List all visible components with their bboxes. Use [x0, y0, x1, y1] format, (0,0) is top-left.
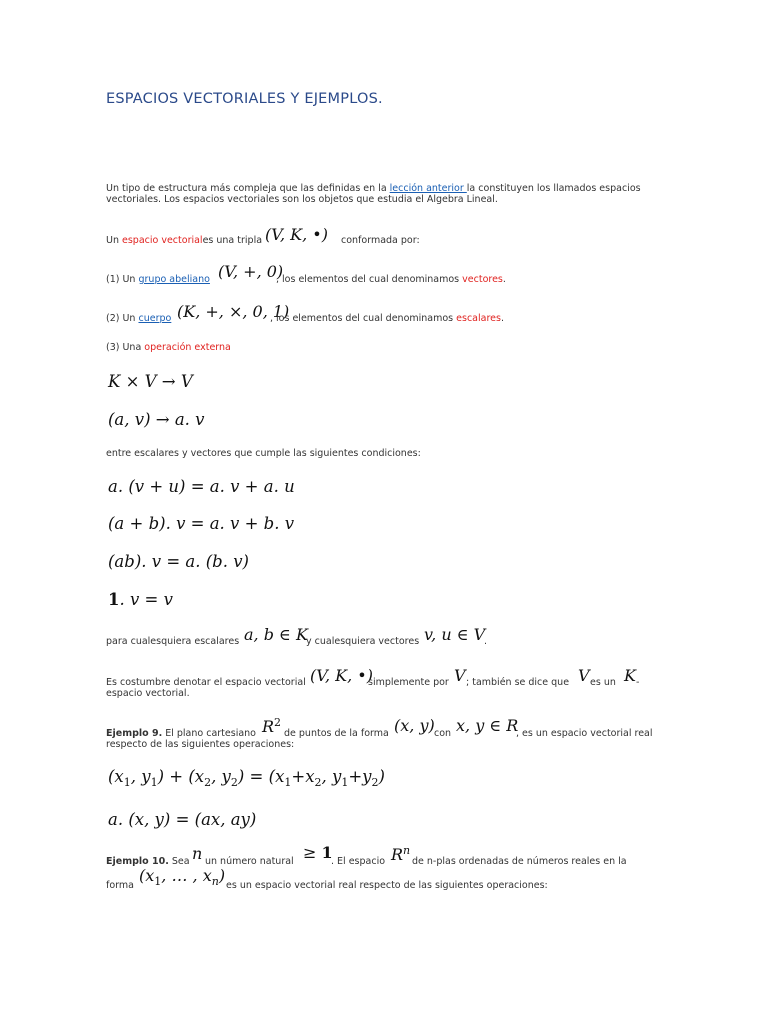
- item-2-text: , los elementos del cual denominamos escalares.: [270, 313, 504, 324]
- cuerpo-formula: (K, +, ×, 0, 1): [177, 302, 290, 321]
- condition-4: 1. v = v: [108, 590, 173, 609]
- espacio-vectorial-term: espacio vectorial: [122, 235, 203, 246]
- escalares-term: escalares: [456, 313, 501, 324]
- costumbre-formula-3: V: [578, 666, 590, 685]
- cuerpo-link[interactable]: cuerpo: [138, 313, 172, 324]
- item-3: (3) Una operación externa: [106, 342, 231, 353]
- ejemplo-9-label: Ejemplo 9.: [106, 728, 163, 739]
- intro-line-1: Un tipo de estructura más compleja que las definidas en la lección anterior la constituyen los llamados espacios: [106, 183, 641, 194]
- costumbre-text-4: es un: [590, 677, 616, 688]
- ejemplo-9-text-3: con: [434, 728, 452, 739]
- ejemplo-9-line: Ejemplo 9. El plano cartesiano: [106, 728, 256, 739]
- costumbre-text-5: -: [636, 677, 640, 688]
- scalar-product-formula: a. (x, y) = (ax, ay): [108, 810, 257, 829]
- para-text-1: para cualesquiera escalares: [106, 636, 240, 647]
- ejemplo-10-text-5: es un espacio vectorial real respecto de las siguientes operaciones:: [226, 880, 548, 891]
- para-text-3: .: [484, 636, 488, 647]
- condition-2: (a + b). v = a. v + b. v: [108, 514, 295, 533]
- xy-formula: (x, y): [394, 716, 435, 735]
- costumbre-formula-4: K: [624, 666, 636, 685]
- item-1-prefix: (1) Un grupo abeliano: [106, 274, 210, 285]
- operation-domain-formula: K × V → V: [108, 372, 193, 391]
- grupo-abeliano-link[interactable]: grupo abeliano: [138, 274, 210, 285]
- ejemplo-10-text-3: . El espacio: [331, 856, 386, 867]
- forma-text: forma: [106, 880, 134, 891]
- operation-map-formula: (a, v) → a. v: [108, 410, 205, 429]
- ejemplo-10-label: Ejemplo 10.: [106, 856, 169, 867]
- triple-formula: (V, K, •): [265, 225, 328, 244]
- para-formula-1: a, b ∈ K: [244, 625, 308, 644]
- definition-line: Un espacio vectoriales una tripla: [106, 235, 263, 246]
- item-1-text: , los elementos del cual denominamos vectores.: [276, 274, 506, 285]
- intro-line-2: vectoriales. Los espacios vectoriales son los objetos que estudia el Algebra Lineal.: [106, 194, 498, 205]
- conditions-text: entre escalares y vectores que cumple las siguientes condiciones:: [106, 448, 421, 459]
- ejemplo-9-text-2: de puntos de la forma: [284, 728, 389, 739]
- grupo-formula: (V, +, 0): [218, 262, 284, 281]
- vectores-term: vectores: [462, 274, 503, 285]
- operacion-externa-term: operación externa: [144, 342, 231, 353]
- costumbre-line-2: espacio vectorial.: [106, 688, 190, 699]
- costumbre-formula-1: (V, K, •): [310, 666, 373, 685]
- ejemplo-9-line-2: respecto de las siguientes operaciones:: [106, 739, 295, 750]
- costumbre-text-2: simplemente por: [368, 677, 449, 688]
- rn-formula: $R^n$: [391, 844, 411, 864]
- geq-one-formula: ≥ 1: [303, 843, 333, 862]
- leccion-anterior-link[interactable]: lección anterior: [389, 183, 467, 194]
- costumbre-formula-2: V: [454, 666, 466, 685]
- ejemplo-10-text-2: un número natural: [205, 856, 294, 867]
- r2-formula: $R^2$: [262, 716, 282, 736]
- ejemplo-10-line: Ejemplo 10. Sea: [106, 856, 190, 867]
- item-2-prefix: (2) Un cuerpo: [106, 313, 172, 324]
- xy-in-r-formula: x, y ∈ R: [456, 716, 519, 735]
- ejemplo-9-text-4: , es un espacio vectorial real: [516, 728, 653, 739]
- conformada-text: conformada por:: [341, 235, 420, 246]
- costumbre-text-3: ; también se dice que: [466, 677, 570, 688]
- costumbre-text-1: Es costumbre denotar el espacio vectorial: [106, 677, 306, 688]
- condition-1: a. (v + u) = a. v + a. u: [108, 477, 295, 496]
- n-tuple-formula: ($x_1$, … , $x_n$): [139, 866, 226, 888]
- para-text-2: y cualesquiera vectores: [306, 636, 420, 647]
- condition-3: (ab). v = a. (b. v): [108, 552, 249, 571]
- para-formula-2: v, u ∈ V: [424, 625, 486, 644]
- page-title: ESPACIOS VECTORIALES Y EJEMPLOS.: [106, 91, 383, 107]
- n-formula: n: [192, 844, 203, 863]
- sum-formula: ($x_1$, $y_1) + (x_2$, $y_2) = (x_1+x_2$, $y_1+y_2$): [108, 767, 385, 789]
- ejemplo-10-text-4: de n-plas ordenadas de números reales en la: [412, 856, 627, 867]
